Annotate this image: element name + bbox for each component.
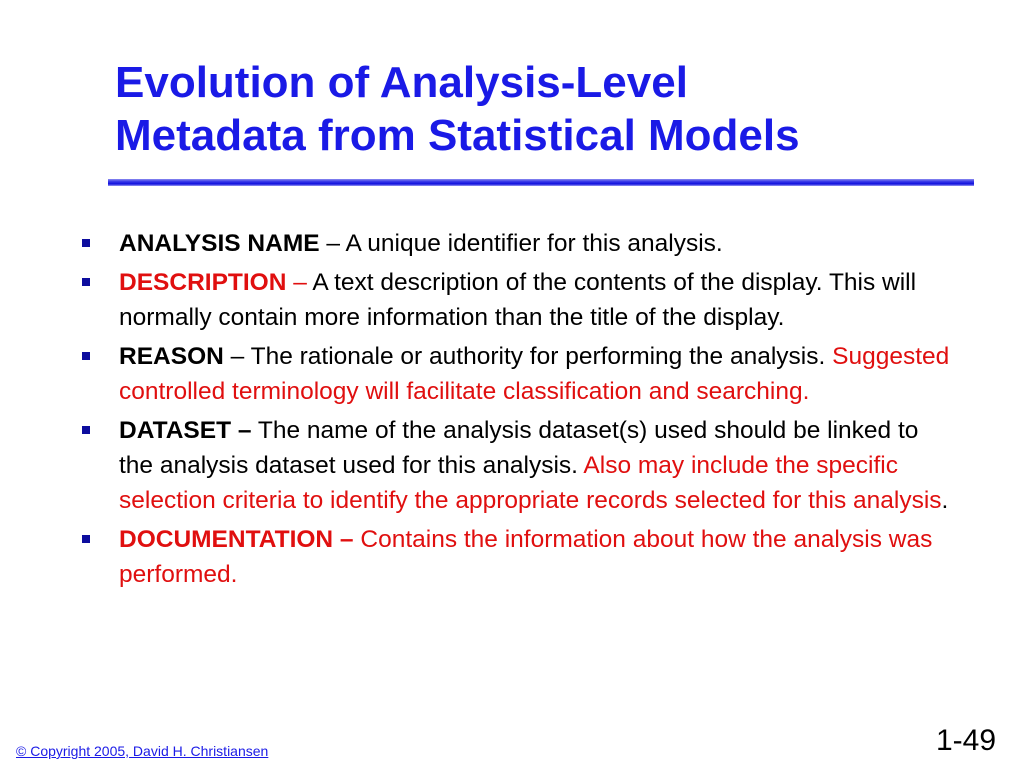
bullet-dataset <box>70 413 950 518</box>
bullet-label: DESCRIPTION <box>119 269 287 296</box>
square-bullet-icon <box>82 239 90 247</box>
bullet-separator: – <box>286 269 313 296</box>
square-bullet-icon <box>82 535 90 543</box>
bullet-reason <box>70 339 950 409</box>
bullet-label: DATASET – <box>119 417 252 444</box>
square-bullet-icon <box>82 426 90 434</box>
title-divider <box>108 179 974 186</box>
copyright-footer: © Copyright 2005, David H. Christiansen <box>16 743 269 759</box>
slide-title-line-1: Evolution of Analysis-Level <box>115 58 688 107</box>
bullet-list <box>70 226 950 596</box>
bullet-highlight-text: Also may include the specific selection criteria to identify the appropriate records selected for this analysis <box>119 452 942 514</box>
page-number: 1-49 <box>935 724 996 757</box>
square-bullet-icon <box>82 278 90 286</box>
bullet-documentation <box>70 522 950 592</box>
bullet-description <box>70 265 950 335</box>
bullet-label: DOCUMENTATION – <box>119 526 354 553</box>
bullet-highlight-text: Contains the information about how the analysis was performed. <box>119 526 933 588</box>
bullet-separator: – <box>223 343 251 370</box>
bullet-label: REASON <box>119 343 224 370</box>
square-bullet-icon <box>82 352 90 360</box>
bullet-text: The name of the analysis dataset(s) used should be linked to the analysis dataset used for this analysis. <box>119 417 919 479</box>
bullet-analysis-name <box>70 226 950 261</box>
bullet-text: The rationale or authority for performing the analysis. <box>250 343 833 370</box>
bullet-separator: – <box>319 230 346 257</box>
bullet-tail: . <box>941 487 949 514</box>
slide-title <box>115 56 975 162</box>
bullet-text: A text description of the contents of the display. This will normally contain more information than the title of the display. <box>119 269 917 331</box>
bullet-text: A unique identifier for this analysis. <box>345 230 723 257</box>
bullet-highlight-text: Suggested controlled terminology will facilitate classification and searching. <box>119 343 950 405</box>
slide-title-line-2: Metadata from Statistical Models <box>115 111 800 160</box>
bullet-label: ANALYSIS NAME <box>119 230 320 257</box>
